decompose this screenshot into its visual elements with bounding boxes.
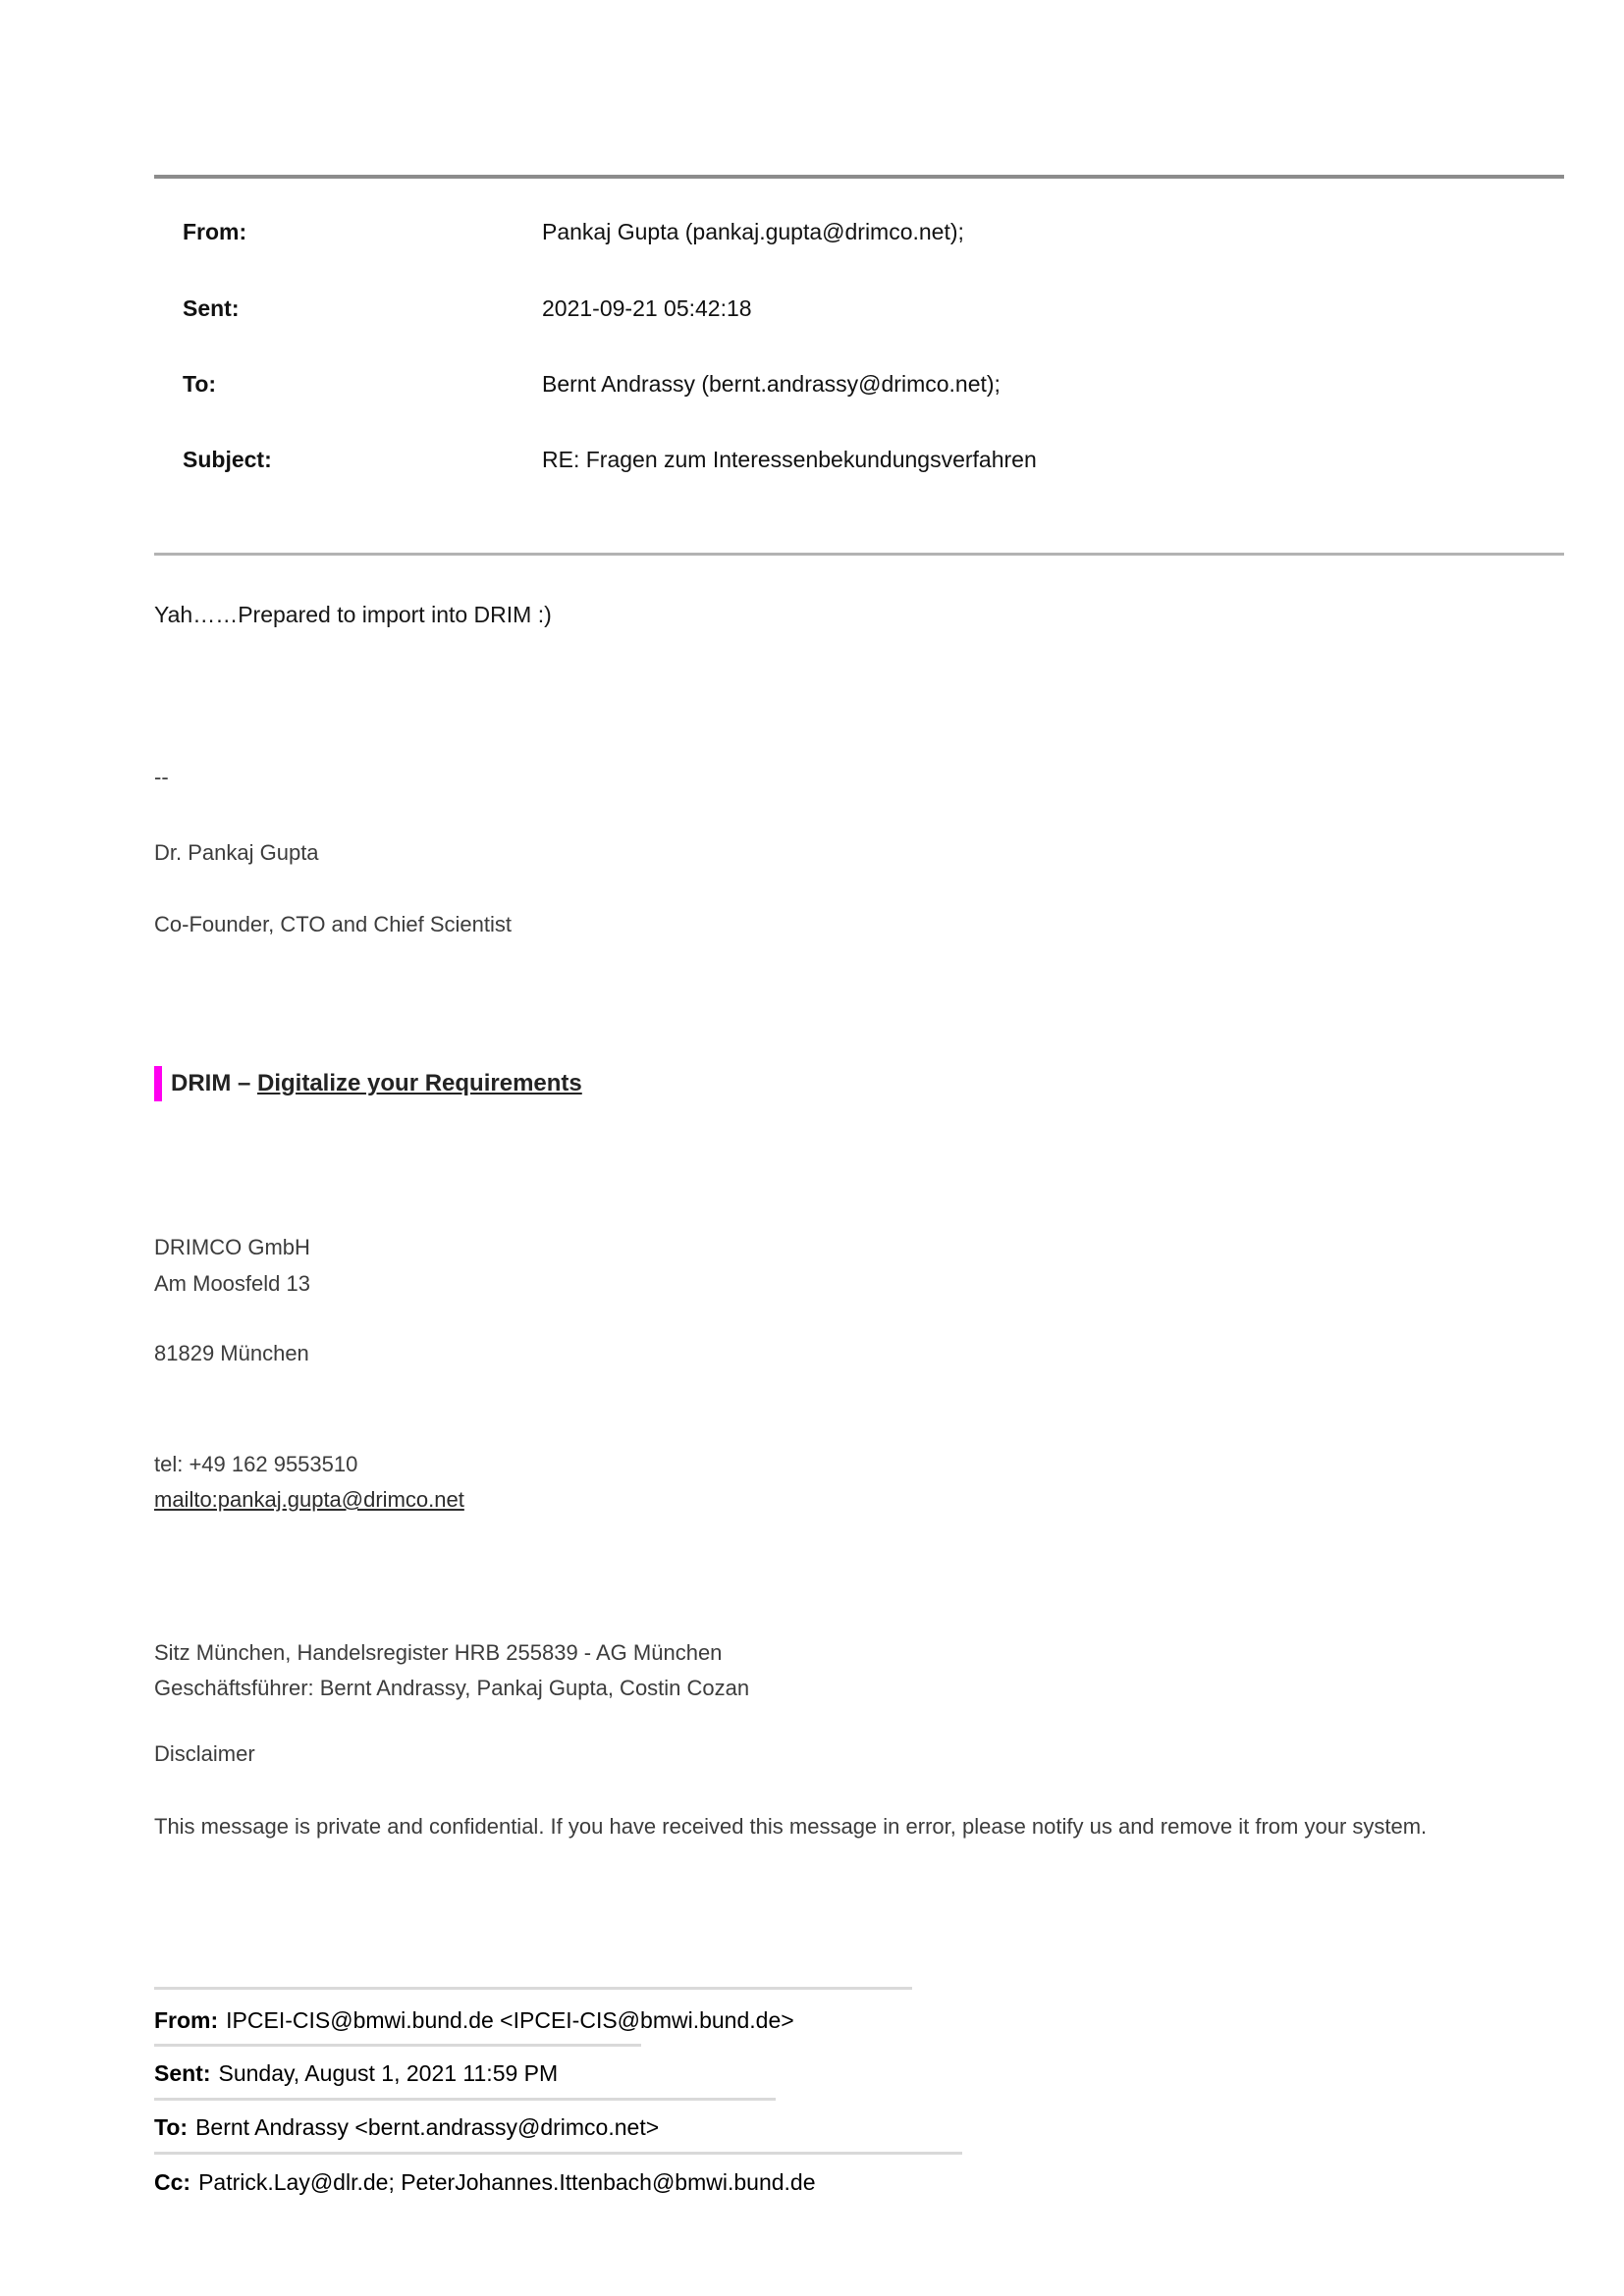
quoted-row-sent — [154, 2058, 1529, 2088]
quoted-divider-cc — [154, 2152, 962, 2155]
quoted-divider-to — [154, 2098, 776, 2101]
quoted-cc-label: Cc: — [154, 2169, 191, 2195]
quoted-sent-label: Sent: — [154, 2060, 211, 2086]
signature-role: Co-Founder, CTO and Chief Scientist — [154, 912, 512, 936]
quoted-from-value: IPCEI-CIS@bmwi.bund.de <IPCEI-CIS@bmwi.bund.de> — [226, 2007, 794, 2033]
subject-value: RE: Fragen zum Interessenbekundungsverfahren — [542, 447, 1037, 472]
phone-number: tel: +49 162 9553510 — [154, 1452, 358, 1476]
brand-prefix: DRIM – — [171, 1070, 258, 1096]
disclaimer-label: Disclaimer — [154, 1741, 255, 1766]
brand-tagline-link[interactable]: Digitalize your Requirements — [257, 1070, 582, 1096]
disclaimer-text: This message is private and confidential. If you have received this message in error, please notify us and remove it from your system. — [154, 1814, 1428, 1839]
quoted-row-to — [154, 2112, 1529, 2142]
subject-label: Subject: — [183, 447, 272, 472]
sent-value: 2021-09-21 05:42:18 — [542, 295, 752, 321]
header-row-to — [183, 369, 1538, 399]
quoted-divider-from — [154, 1987, 912, 1990]
quoted-row-from — [154, 2005, 1529, 2035]
mailto-link[interactable]: mailto:pankaj.gupta@drimco.net — [154, 1487, 464, 1512]
header-bottom-divider — [154, 553, 1564, 556]
signature-divider: -- — [154, 765, 169, 789]
company-street: Am Moosfeld 13 — [154, 1271, 310, 1296]
company-name: DRIMCO GmbH — [154, 1235, 310, 1259]
message-body-text: Yah……Prepared to import into DRIM :) — [154, 602, 552, 627]
quoted-row-cc — [154, 2167, 1529, 2197]
from-value: Pankaj Gupta (pankaj.gupta@drimco.net); — [542, 219, 964, 244]
quoted-from-label: From: — [154, 2007, 219, 2033]
header-top-divider — [154, 175, 1564, 179]
header-row-sent — [183, 294, 1538, 323]
signature-name: Dr. Pankaj Gupta — [154, 840, 319, 865]
quoted-divider-sent — [154, 2044, 641, 2047]
drim-brand-line — [154, 1065, 582, 1102]
header-row-from — [183, 217, 1538, 246]
to-value: Bernt Andrassy (bernt.andrassy@drimco.net); — [542, 371, 1001, 397]
quoted-cc-value: Patrick.Lay@dlr.de; PeterJohannes.Ittenbach@bmwi.bund.de — [198, 2169, 816, 2195]
quoted-sent-value: Sunday, August 1, 2021 11:59 PM — [218, 2060, 559, 2086]
header-row-subject — [183, 445, 1538, 474]
to-label: To: — [183, 371, 217, 397]
quoted-to-value: Bernt Andrassy <bernt.andrassy@drimco.net> — [195, 2114, 660, 2140]
from-label: From: — [183, 219, 247, 244]
brand-text — [171, 1070, 582, 1097]
sent-label: Sent: — [183, 295, 240, 321]
company-management-info: Geschäftsführer: Bernt Andrassy, Pankaj Gupta, Costin Cozan — [154, 1676, 750, 1700]
company-city: 81829 München — [154, 1341, 309, 1365]
quoted-to-label: To: — [154, 2114, 189, 2140]
company-registry-info: Sitz München, Handelsregister HRB 255839 - AG München — [154, 1640, 723, 1665]
brand-accent-bar — [154, 1066, 162, 1101]
